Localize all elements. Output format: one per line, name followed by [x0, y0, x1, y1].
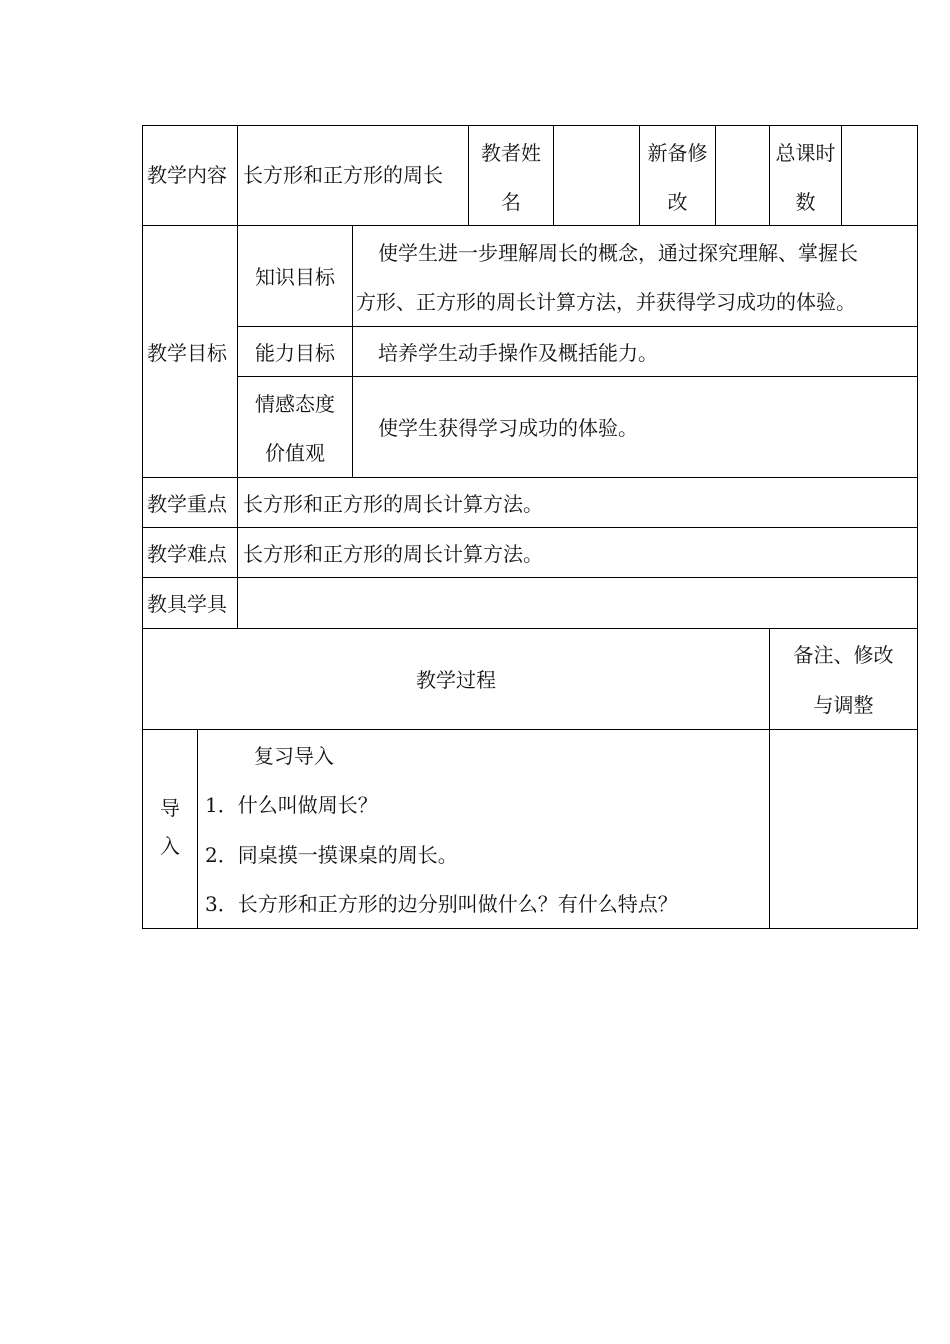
hours-label-line1: 总课时: [775, 141, 836, 165]
teacher-label-line1: 教者姓: [481, 141, 541, 165]
intro-item-2: [205, 830, 458, 880]
content-label: 教学内容: [147, 163, 227, 187]
intro-item-number: 1．: [205, 793, 238, 817]
intro-heading: 复习导入: [254, 744, 334, 768]
keypoint-text: 长方形和正方形的周长计算方法。: [243, 492, 543, 516]
intro-item-text: 同桌摸一摸课桌的周长。: [237, 843, 458, 867]
objectives-label: 教学目标: [147, 341, 227, 365]
hours-label-line2: 数: [795, 190, 816, 214]
intro-item-3: [205, 879, 678, 929]
ability-text: 培养学生动手操作及概括能力。: [378, 341, 658, 365]
revise-label-line2: 改: [667, 190, 688, 214]
intro-label-line2: 入: [160, 834, 180, 858]
intro-item-number: 2．: [205, 843, 238, 867]
emotion-label-line2: 价值观: [265, 441, 325, 465]
intro-item-text: 什么叫做周长？: [237, 793, 378, 817]
keypoint-label: 教学重点: [147, 492, 227, 516]
notes-label-line2: 与调整: [813, 693, 874, 717]
knowledge-text-line2: 方形、正方形的周长计算方法，并获得学习成功的体验。: [356, 290, 856, 314]
content-value: 长方形和正方形的周长: [243, 163, 443, 187]
intro-item-number: 3．: [205, 892, 238, 916]
difficulty-label: 教学难点: [147, 542, 227, 566]
intro-item-text: 长方形和正方形的边分别叫做什么？有什么特点？: [237, 892, 678, 916]
ability-label: 能力目标: [255, 341, 335, 365]
notes-label-line1: 备注、修改: [793, 643, 894, 667]
table-border-right: [917, 125, 918, 929]
intro-item-1: [205, 780, 378, 830]
tools-label: 教具学具: [147, 592, 227, 616]
emotion-label-line1: 情感态度: [255, 392, 335, 416]
emotion-text: 使学生获得学习成功的体验。: [378, 416, 638, 440]
process-label: 教学过程: [416, 668, 496, 692]
knowledge-label: 知识目标: [255, 265, 335, 289]
intro-label-line1: 导: [160, 796, 180, 820]
knowledge-text-line1: 使学生进一步理解周长的概念，通过探究理解、掌握长: [378, 241, 858, 265]
difficulty-text: 长方形和正方形的周长计算方法。: [243, 542, 543, 566]
table-border-tools: [142, 628, 918, 629]
teacher-label-line2: 名: [501, 190, 521, 214]
revise-label-line1: 新备修: [647, 141, 708, 165]
table-border-top: [142, 125, 918, 126]
